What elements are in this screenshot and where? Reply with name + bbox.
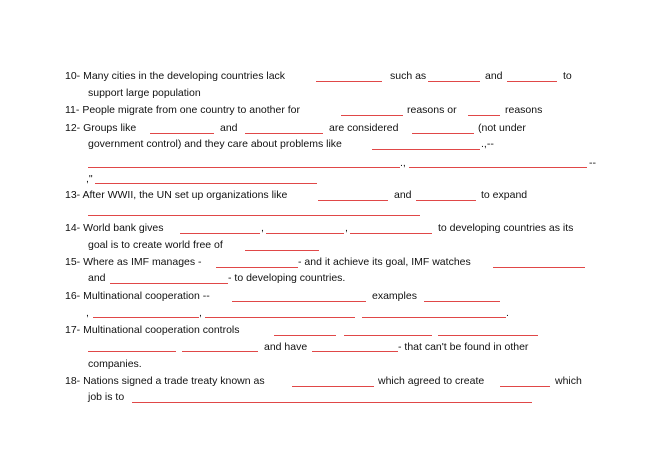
q13-text-3: to expand <box>481 189 528 201</box>
q17-text-3: - that can't be found in other <box>398 341 529 353</box>
q12-blank-5[interactable] <box>88 167 400 168</box>
q17-text-4: companies. <box>88 358 142 370</box>
q12-text-9: ," <box>86 173 93 185</box>
q18-blank-3[interactable] <box>132 402 532 403</box>
q15-text-3: and <box>88 272 106 284</box>
q15-text-4: - to developing countries. <box>228 272 346 284</box>
q11-blank-1[interactable] <box>341 115 403 116</box>
q11-text-2: reasons or <box>407 104 457 116</box>
q16-text-3: , <box>86 307 89 319</box>
q10-text-2: such as <box>390 70 427 82</box>
q12-text-3: are considered <box>329 122 399 134</box>
q10-text-5: support large population <box>88 87 201 99</box>
q12-text-1: 12- Groups like <box>65 122 137 134</box>
q15-blank-1[interactable] <box>216 267 298 268</box>
q12-blank-1[interactable] <box>150 133 214 134</box>
q14-blank-3[interactable] <box>350 233 432 234</box>
q15-text-1: 15- Where as IMF manages - <box>65 256 202 268</box>
q12-text-5: government control) and they care about problems like <box>88 138 342 150</box>
q14-text-4: to developing countries as its <box>438 222 574 234</box>
q15-text-2: - and it achieve its goal, IMF watches <box>298 256 471 268</box>
q15-blank-2[interactable] <box>493 267 585 268</box>
q18-text-3: which <box>555 375 582 387</box>
q12-blank-6[interactable] <box>409 167 587 168</box>
q12-text-8: -- <box>589 157 596 169</box>
q14-blank-4[interactable] <box>245 250 319 251</box>
q15-blank-3[interactable] <box>110 283 228 284</box>
q12-blank-4[interactable] <box>372 149 480 150</box>
q10-blank-1[interactable] <box>316 81 382 82</box>
q14-text-2: , <box>261 222 264 234</box>
q17-blank-6[interactable] <box>312 351 398 352</box>
q18-text-1: 18- Nations signed a trade treaty known as <box>65 375 265 387</box>
q11-text-3: reasons <box>505 104 543 116</box>
q12-text-7: ., <box>400 157 406 169</box>
q14-text-5: goal is to create world free of <box>88 239 223 251</box>
q11-blank-2[interactable] <box>468 115 500 116</box>
q17-blank-3[interactable] <box>438 335 538 336</box>
q10-text-1: 10- Many cities in the developing countries lack <box>65 70 286 82</box>
q16-blank-5[interactable] <box>362 317 506 318</box>
q16-blank-2[interactable] <box>424 301 500 302</box>
q18-blank-1[interactable] <box>292 386 374 387</box>
q13-text-2: and <box>394 189 412 201</box>
q11-text-1: 11- People migrate from one country to another for <box>65 104 301 116</box>
q14-blank-2[interactable] <box>266 233 344 234</box>
q10-blank-3[interactable] <box>507 81 557 82</box>
q17-blank-1[interactable] <box>274 335 336 336</box>
q17-text-1: 17- Multinational cooperation controls <box>65 324 240 336</box>
q13-blank-1[interactable] <box>318 200 388 201</box>
q10-text-3: and <box>485 70 503 82</box>
q17-blank-2[interactable] <box>344 335 432 336</box>
q12-text-4: (not under <box>478 122 526 134</box>
q13-blank-3[interactable] <box>88 215 420 216</box>
q12-blank-3[interactable] <box>412 133 474 134</box>
q18-text-4: job is to <box>88 391 125 403</box>
q16-text-4: , <box>199 307 202 319</box>
q16-blank-3[interactable] <box>93 317 199 318</box>
q17-blank-4[interactable] <box>88 351 176 352</box>
q14-blank-1[interactable] <box>180 233 260 234</box>
q14-text-3: , <box>345 222 348 234</box>
q12-blank-2[interactable] <box>245 133 323 134</box>
q13-text-1: 13- After WWII, the UN set up organizations like <box>65 189 288 201</box>
q18-blank-2[interactable] <box>500 386 550 387</box>
q16-blank-1[interactable] <box>232 301 366 302</box>
q16-text-1: 16- Multinational cooperation -- <box>65 290 210 302</box>
q17-blank-5[interactable] <box>182 351 258 352</box>
q18-text-2: which agreed to create <box>378 375 485 387</box>
q12-text-6: .,-- <box>481 138 494 150</box>
q16-text-5: . <box>506 307 509 319</box>
q14-text-1: 14- World bank gives <box>65 222 164 234</box>
q16-blank-4[interactable] <box>205 317 355 318</box>
q16-text-2: examples <box>372 290 417 302</box>
q10-text-4: to <box>563 70 572 82</box>
q17-text-2: and have <box>264 341 308 353</box>
q12-text-2: and <box>220 122 238 134</box>
q10-blank-2[interactable] <box>428 81 480 82</box>
q12-blank-7[interactable] <box>95 183 317 184</box>
q13-blank-2[interactable] <box>416 200 476 201</box>
